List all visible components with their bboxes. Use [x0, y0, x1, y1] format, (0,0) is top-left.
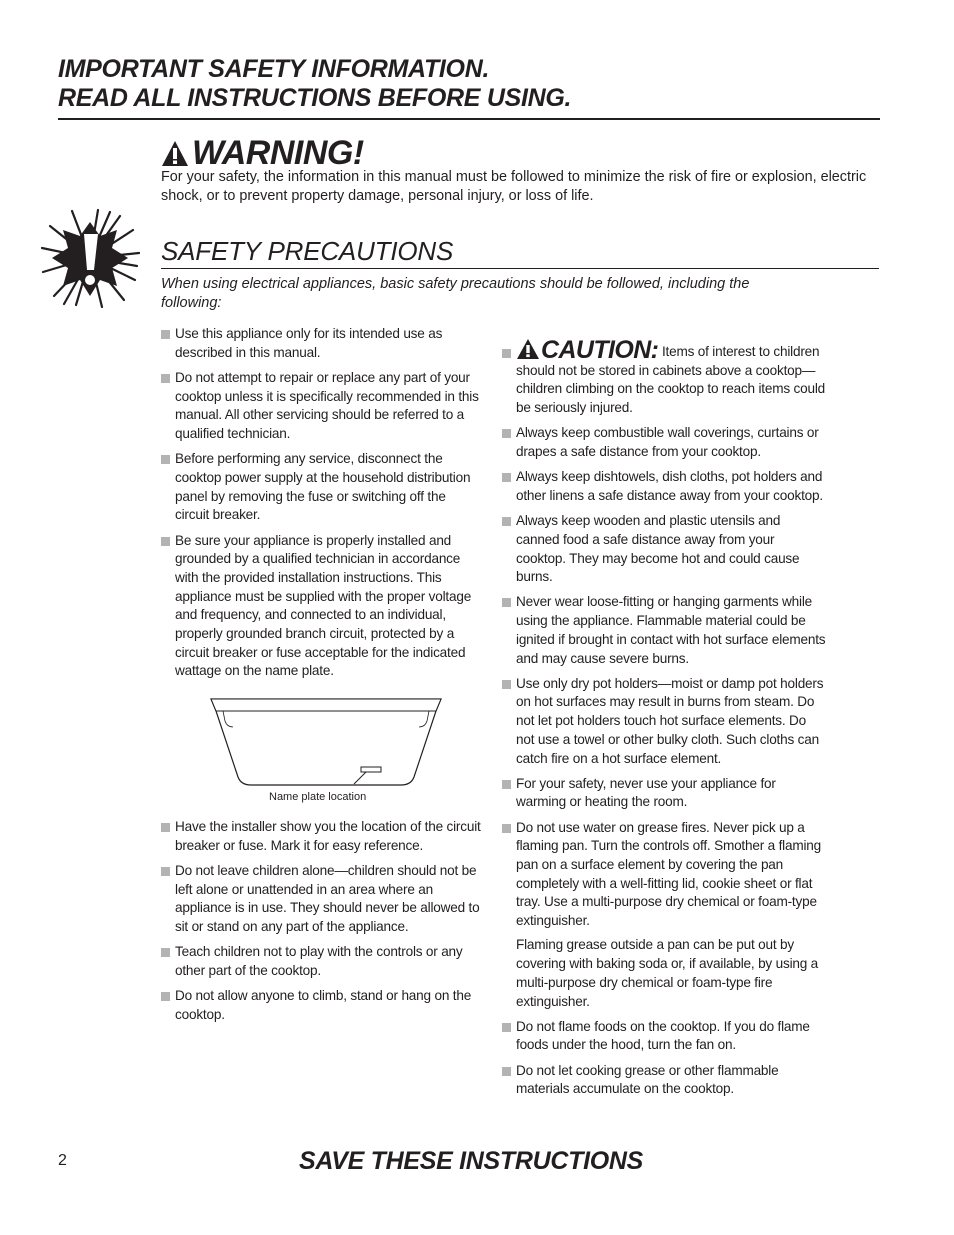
header-line-2: READ ALL INSTRUCTIONS BEFORE USING.	[58, 84, 572, 112]
warning-title: WARNING!	[192, 133, 364, 172]
list-item: Do not use water on grease fires. Never pick up a flaming pan. Turn the controls off. Smother a flaming pan on a surface element by covering the pan completely with a well-fitting lid, cookie sheet or flat tray. Use a multi-purpose dry chemical or foam-type extinguisher.	[502, 819, 826, 931]
caution-text: Items of interest to children should not be stored in cabinets above a cooktop—children climbing on the cooktop to reach items could be seriously injured.	[516, 344, 826, 416]
square-bullet-icon	[502, 429, 511, 438]
square-bullet-icon	[161, 992, 170, 1001]
square-bullet-icon	[161, 948, 170, 957]
list-item: Have the installer show you the location of the circuit breaker or fuse. Mark it for easy reference.	[161, 818, 483, 855]
list-item: Always keep dishtowels, dish cloths, pot holders and other linens a safe distance away from your cooktop.	[502, 468, 826, 505]
list-item: Do not leave children alone—children should not be left alone or unattended in an area where an appliance is in use. They should never be allowed to sit or stand on any part of the appliance.	[161, 862, 483, 937]
square-bullet-icon	[161, 537, 170, 546]
section-rule	[161, 268, 879, 269]
caution-label: CAUTION:	[541, 336, 659, 364]
caution-item	[502, 338, 826, 418]
safety-precautions-intro: When using electrical appliances, basic safety precautions should be followed, including the following:	[161, 276, 750, 311]
list-item: Do not allow anyone to climb, stand or hang on the cooktop.	[161, 987, 483, 1024]
square-bullet-icon	[161, 867, 170, 876]
square-bullet-icon	[502, 517, 511, 526]
header-line-1: IMPORTANT SAFETY INFORMATION.	[58, 55, 490, 83]
grease-note: Flaming grease outside a pan can be put out by covering with baking soda or, if available, by using a multi-purpose dry chemical or foam-type fire extinguisher.	[516, 937, 819, 1009]
cooktop-diagram	[161, 697, 483, 789]
save-instructions-footer	[0, 1147, 954, 1176]
name-plate-figure	[161, 697, 483, 802]
list-item: Use this appliance only for its intended use as described in this manual.	[161, 325, 483, 362]
square-bullet-icon	[502, 598, 511, 607]
list-item: Never wear loose-fitting or hanging garments while using the appliance. Flammable material could be ignited if brought in contact with hot surface elements and may cause severe burns.	[502, 593, 826, 668]
warning-body: For your safety, the information in this manual must be followed to minimize the risk of fire or explosion, electric shock, or to prevent property damage, personal injury, or loss of life.	[161, 169, 867, 204]
page-header	[58, 55, 880, 113]
list-item: For your safety, never use your appliance for warming or heating the room.	[502, 775, 826, 812]
list-item: Do not let cooking grease or other flammable materials accumulate on the cooktop.	[502, 1062, 826, 1099]
exclamation-burst-icon	[40, 208, 140, 308]
left-column	[161, 325, 483, 1031]
square-bullet-icon	[502, 1023, 511, 1032]
header-rule	[58, 118, 880, 120]
list-item: Use only dry pot holders—moist or damp pot holders on hot surfaces may result in burns from steam. Do not let pot holders touch hot surface elements. Do not use a towel or other bulky cloth. Such cloths can catch fire on a hot surface element.	[502, 675, 826, 769]
square-bullet-icon	[161, 823, 170, 832]
right-column	[502, 338, 826, 1106]
list-item: Teach children not to play with the controls or any other part of the cooktop.	[161, 943, 483, 980]
square-bullet-icon	[502, 680, 511, 689]
list-item: Always keep wooden and plastic utensils and canned food a safe distance away from your cooktop. They may become hot and could cause burns.	[502, 512, 826, 587]
list-item: Before performing any service, disconnect the cooktop power supply at the household distribution panel by removing the fuse or switching off the circuit breaker.	[161, 450, 483, 525]
square-bullet-icon	[161, 374, 170, 383]
square-bullet-icon	[161, 330, 170, 339]
square-bullet-icon	[502, 473, 511, 482]
square-bullet-icon	[502, 349, 511, 358]
caution-triangle-icon	[516, 338, 540, 360]
square-bullet-icon	[502, 824, 511, 833]
warning-triangle-icon	[161, 140, 189, 167]
square-bullet-icon	[502, 780, 511, 789]
save-instructions-text: SAVE THESE INSTRUCTIONS	[298, 1147, 644, 1175]
square-bullet-icon	[161, 455, 170, 464]
figure-caption: Name plate location	[269, 791, 367, 804]
list-item: Do not flame foods on the cooktop. If you do flame foods under the hood, turn the fan on.	[502, 1018, 826, 1055]
safety-precautions-title: SAFETY PRECAUTIONS	[161, 236, 454, 266]
list-item: Do not attempt to repair or replace any part of your cooktop unless it is specifically recommended in this manual. All other servicing should be referred to a qualified technician.	[161, 369, 483, 444]
square-bullet-icon	[502, 1067, 511, 1076]
page-number: 2	[58, 1152, 67, 1169]
list-item: Be sure your appliance is properly installed and grounded by a qualified technician in accordance with the provided installation instructions. This appliance must be supplied with the proper voltage and frequency, and connected to an individual, properly grounded branch circuit, protected by a circuit breaker or fuse acceptable for the indicated wattage on the name plate.	[161, 532, 483, 682]
list-item: Always keep combustible wall coverings, curtains or drapes a safe distance from your cooktop.	[502, 424, 826, 461]
